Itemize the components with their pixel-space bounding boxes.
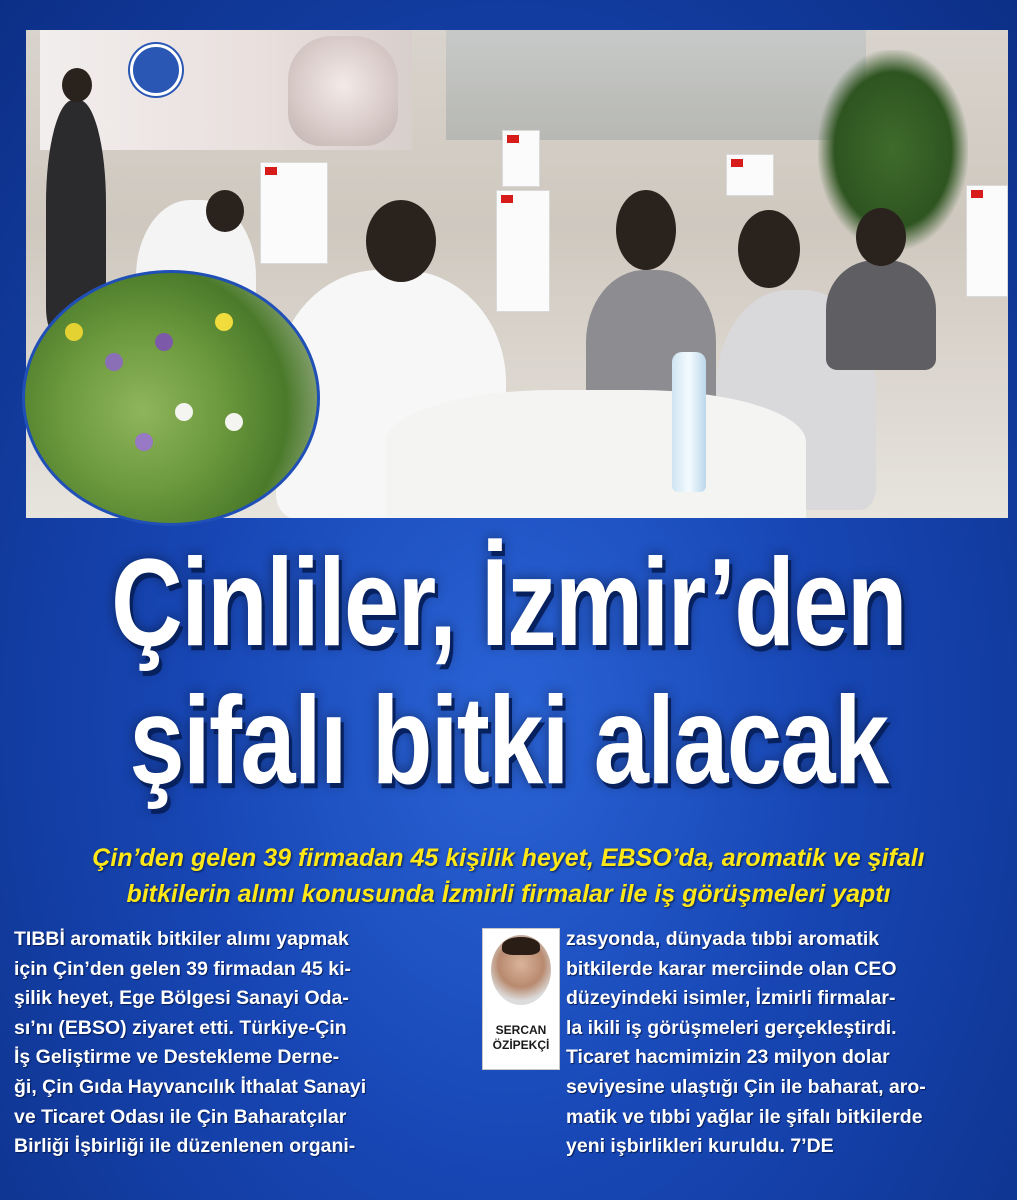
text-line: sı’nı (EBSO) ziyaret etti. Türkiye-Çin — [14, 1016, 347, 1039]
author-hair — [502, 937, 540, 955]
table-sign — [260, 162, 328, 264]
water-bottle — [672, 352, 706, 492]
article-column-right — [566, 925, 996, 1162]
text-line: ği, Çin Gıda Hayvancılık İthalat Sanayi — [14, 1075, 367, 1098]
text-line: Birliği İşbirliği ile düzenlenen organi- — [14, 1135, 356, 1158]
text-line: TIBBİ aromatik bitkiler alımı yapmak — [14, 928, 349, 950]
ebso-logo — [130, 44, 182, 96]
person-head — [738, 210, 800, 288]
text-line: la ikili iş görüşmeleri gerçekleştirdi. — [566, 1016, 897, 1039]
author-box — [482, 928, 560, 1070]
headline — [102, 534, 916, 810]
banner-portrait — [288, 36, 398, 146]
person-head — [616, 190, 676, 270]
meeting-table — [386, 390, 806, 518]
flower — [225, 413, 243, 431]
subheadline-line2: bitkilerin alımı konusunda İzmirli firmalar ile iş görüşmeleri yaptı — [126, 880, 891, 908]
flower — [135, 433, 153, 451]
text-line: matik ve tıbbi yağlar ile şifalı bitkilerde — [566, 1105, 923, 1128]
text-line: için Çin’den gelen 39 firmadan 45 ki- — [14, 957, 352, 980]
table-sign — [966, 185, 1008, 297]
flower — [65, 323, 83, 341]
text-line: bitkilerde karar merciinde olan CEO — [566, 957, 897, 980]
background-window — [446, 30, 866, 140]
subheadline — [10, 840, 1007, 912]
article-column-left — [14, 925, 482, 1162]
subheadline-line1: Çin’den gelen 39 firmadan 45 kişilik heyet, EBSO’da, aromatik ve şifalı — [92, 844, 925, 872]
flower — [215, 313, 233, 331]
table-sign — [496, 190, 550, 312]
author-first-name: SERCAN — [495, 1023, 547, 1037]
person-head — [62, 68, 92, 102]
flower — [105, 353, 123, 371]
person-head — [206, 190, 244, 232]
text-line: ve Ticaret Odası ile Çin Baharatçılar — [14, 1105, 347, 1128]
herbs-inset-photo — [22, 270, 320, 526]
text-line: şilik heyet, Ege Bölgesi Sanayi Oda- — [14, 987, 349, 1010]
table-sign — [502, 130, 540, 187]
text-line: Ticaret hacmimizin 23 milyon dolar — [566, 1046, 890, 1069]
text-line: düzeyindeki isimler, İzmirli firmalar- — [566, 987, 896, 1010]
person-head — [856, 208, 906, 266]
headline-line1: Çinliler, İzmir’den — [111, 534, 906, 672]
flower — [175, 403, 193, 421]
person-far-right — [826, 260, 936, 370]
author-last-name: ÖZİPEKÇİ — [492, 1038, 550, 1052]
author-name — [483, 1023, 559, 1053]
text-line: yeni işbirlikleri kuruldu. 7’DE — [566, 1135, 834, 1158]
text-line: İş Geliştirme ve Destekleme Derne- — [14, 1046, 340, 1069]
flower — [155, 333, 173, 351]
table-sign — [726, 154, 774, 196]
person-head — [366, 200, 436, 282]
text-line: zasyonda, dünyada tıbbi aromatik — [566, 928, 880, 950]
text-line: seviyesine ulaştığı Çin ile baharat, aro- — [566, 1075, 926, 1098]
headline-line2: şifalı bitki alacak — [129, 672, 888, 810]
